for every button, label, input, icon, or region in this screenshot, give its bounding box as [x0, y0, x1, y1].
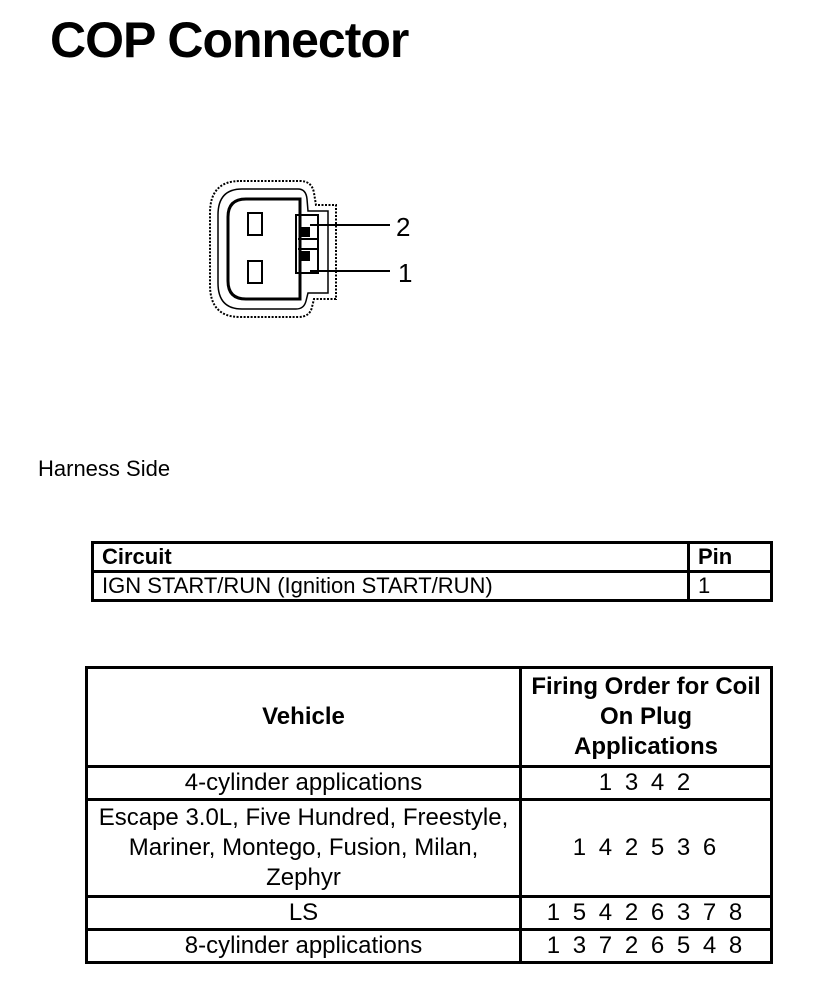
pin-terminal-1 [248, 261, 262, 283]
cell-vehicle: 4-cylinder applications [87, 767, 521, 800]
cell-firing-order: 1 3 4 2 [521, 767, 772, 800]
cell-firing-order: 1 4 2 5 3 6 [521, 800, 772, 897]
cell-vehicle: LS [87, 897, 521, 930]
table-row [87, 930, 772, 963]
table-row [87, 767, 772, 800]
cell-firing-order: 1 3 7 2 6 5 4 8 [521, 930, 772, 963]
header-circuit: Circuit [93, 543, 689, 572]
circuit-pin-table [91, 541, 773, 602]
header-pin: Pin [689, 543, 772, 572]
cell-circuit: IGN START/RUN (Ignition START/RUN) [93, 572, 689, 601]
cell-vehicle: Escape 3.0L, Five Hundred, Freestyle, Mariner, Montego, Fusion, Milan, Zephyr [87, 800, 521, 897]
cell-firing-order: 1 5 4 2 6 3 7 8 [521, 897, 772, 930]
header-firing-order: Firing Order for Coil On Plug Applications [521, 668, 772, 767]
table-header-row [87, 668, 772, 767]
table-row [87, 800, 772, 897]
connector-latch-bar [300, 227, 310, 237]
connector-cavity [228, 199, 300, 299]
table-row [93, 572, 772, 601]
cop-connector-diagram [200, 175, 430, 325]
cell-pin: 1 [689, 572, 772, 601]
table-header-row [93, 543, 772, 572]
pin-terminal-2 [248, 213, 262, 235]
connector-latch-bar-lower [300, 251, 310, 261]
firing-order-table [85, 666, 773, 964]
harness-side-label: Harness Side [38, 456, 171, 481]
table-row [87, 897, 772, 930]
pin-label-1: 1 [398, 258, 413, 288]
page-title: COP Connector [50, 12, 409, 68]
pin-label-2: 2 [396, 212, 411, 242]
cell-vehicle: 8-cylinder applications [87, 930, 521, 963]
header-vehicle: Vehicle [87, 668, 521, 767]
